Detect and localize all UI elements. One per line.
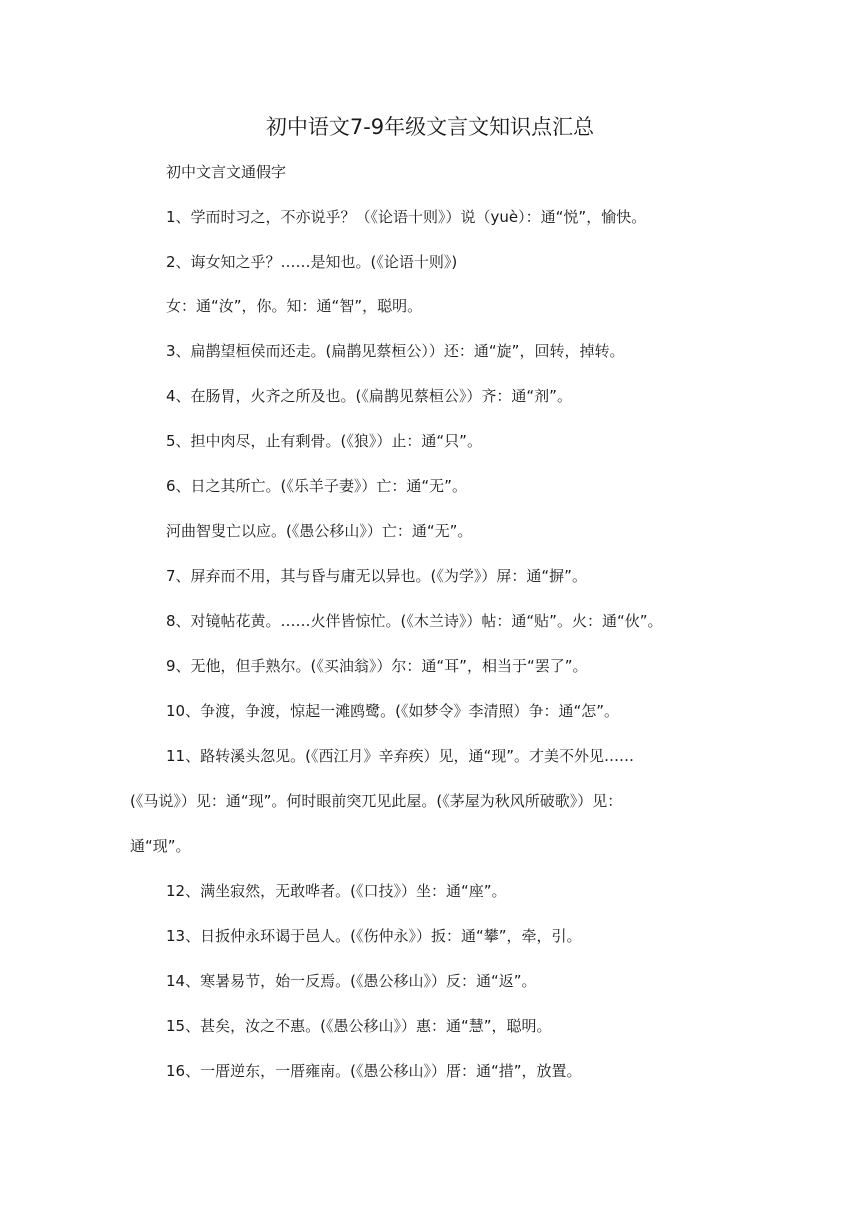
text-line: 16、一厝逆东，一厝雍南。(《愚公移山》）厝：通“措”，放置。	[166, 1062, 582, 1080]
text-line: 女：通“汝”，你。知：通“智”，聪明。	[166, 297, 423, 315]
text-line: 1、学而时习之，不亦说乎？（《论语十则》）说（yuè）：通“悦”，愉快。	[166, 208, 647, 226]
text-line: 9、无他，但手熟尔。(《买油翁》）尔：通“耳”，相当于“罢了”。	[166, 657, 588, 675]
text-line: (《马说》）见：通“现”。何时眼前突兀见此屋。(《茅屋为秋风所破歌》）见：	[130, 792, 623, 810]
text-line: 6、日之其所亡。(《乐羊子妻》）亡：通“无”。	[166, 477, 467, 495]
text-line: 8、对镜帖花黄。……火伴皆惊忙。(《木兰诗》）帖：通“贴”。火：通“伙”。	[166, 612, 663, 630]
text-line: 12、满坐寂然，无敢哗者。(《口技》）坐：通“座”。	[166, 882, 507, 900]
text-line: 10、争渡，争渡，惊起一滩鸥鹭。(《如梦令》李清照）争：通“怎”。	[166, 702, 619, 720]
text-line: 7、屏弃而不用，其与昏与庸无以异也。(《为学》）屏：通“摒”。	[166, 567, 587, 585]
text-line: 11、路转溪头忽见。(《西江月》辛弃疾）见，通“现”。才美不外见……	[166, 747, 634, 765]
text-line: 河曲智叟亡以应。(《愚公移山》）亡：通“无”。	[166, 522, 473, 540]
text-line: 3、扁鹊望桓侯而还走。(扁鹊见蔡桓公））还：通“旋”，回转，掉转。	[166, 342, 625, 360]
text-line: 5、担中肉尽，止有剩骨。(《狼》）止：通“只”。	[166, 432, 482, 450]
section-heading: 初中文言文通假字	[166, 163, 287, 181]
document-title: 初中语文7-9年级文言文知识点汇总	[265, 115, 595, 139]
text-line: 4、在肠胃，火齐之所及也。(《扁鹊见蔡桓公》）齐：通“剂”。	[166, 387, 572, 405]
text-line: 2、诲女知之乎？……是知也。(《论语十则》)	[166, 253, 458, 271]
text-line: 14、寒暑易节，始一反焉。(《愚公移山》）反：通“返”。	[166, 972, 537, 990]
text-line: 15、甚矣，汝之不惠。(《愚公移山》）惠：通“慧”，聪明。	[166, 1017, 552, 1035]
text-line: 13、日扳仲永环谒于邑人。(《伤仲永》）扳：通“攀”，牵，引。	[166, 927, 582, 945]
text-line: 通“现”。	[130, 837, 191, 855]
